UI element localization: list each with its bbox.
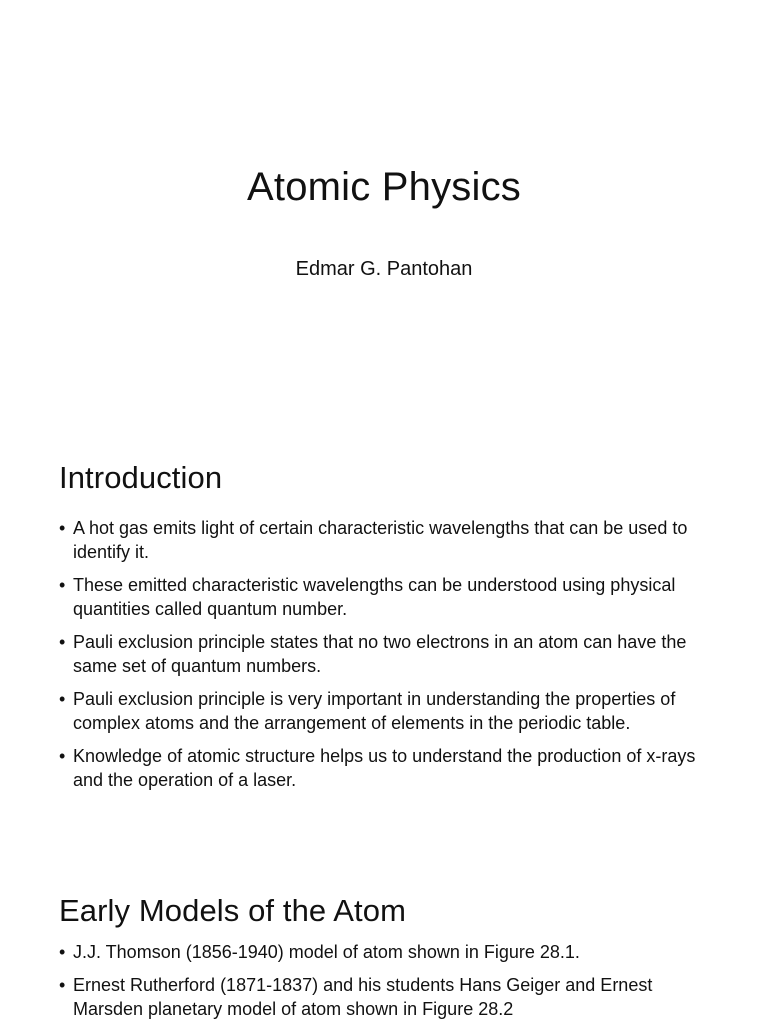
bullet-icon: • bbox=[59, 746, 66, 766]
bullet-icon: • bbox=[59, 689, 66, 709]
bullet-icon: • bbox=[59, 632, 66, 652]
bullet-text: These emitted characteristic wavelengths can be understood using physical quantities called quantum number. bbox=[73, 575, 676, 619]
list-item bbox=[59, 516, 719, 564]
bullet-text: A hot gas emits light of certain characteristic wavelengths that can be used to identify it. bbox=[73, 518, 688, 562]
bullet-icon: • bbox=[59, 942, 66, 962]
list-item bbox=[59, 630, 719, 678]
slide-title: Atomic Physics bbox=[247, 165, 521, 209]
list-item bbox=[59, 687, 719, 735]
early-models-bullet-list bbox=[59, 940, 719, 1030]
introduction-slide bbox=[0, 430, 768, 860]
early-models-heading: Early Models of the Atom bbox=[59, 893, 407, 928]
early-models-slide bbox=[0, 862, 768, 1024]
bullet-icon: • bbox=[59, 975, 66, 995]
bullet-text: J.J. Thomson (1856-1940) model of atom shown in Figure 28.1. bbox=[73, 942, 580, 962]
bullet-icon: • bbox=[59, 518, 66, 538]
list-item bbox=[59, 573, 719, 621]
list-item bbox=[59, 744, 719, 792]
introduction-heading: Introduction bbox=[59, 460, 223, 495]
bullet-text: Pauli exclusion principle states that no two electrons in an atom can have the same set of quantum numbers. bbox=[73, 632, 687, 676]
author-name: Edmar G. Pantohan bbox=[295, 258, 473, 280]
introduction-bullet-list bbox=[59, 516, 719, 801]
bullet-icon: • bbox=[59, 575, 66, 595]
list-item bbox=[59, 973, 719, 1021]
bullet-text: Pauli exclusion principle is very important in understanding the properties of complex atoms and the arrangement of elements in the periodic table. bbox=[73, 689, 676, 733]
list-item bbox=[59, 940, 719, 964]
bullet-text: Ernest Rutherford (1871-1837) and his students Hans Geiger and Ernest Marsden planetary model of atom shown in Figure 28.2 bbox=[73, 975, 653, 1019]
bullet-text: Knowledge of atomic structure helps us to understand the production of x-rays and the operation of a laser. bbox=[73, 746, 696, 790]
title-slide bbox=[0, 0, 768, 430]
